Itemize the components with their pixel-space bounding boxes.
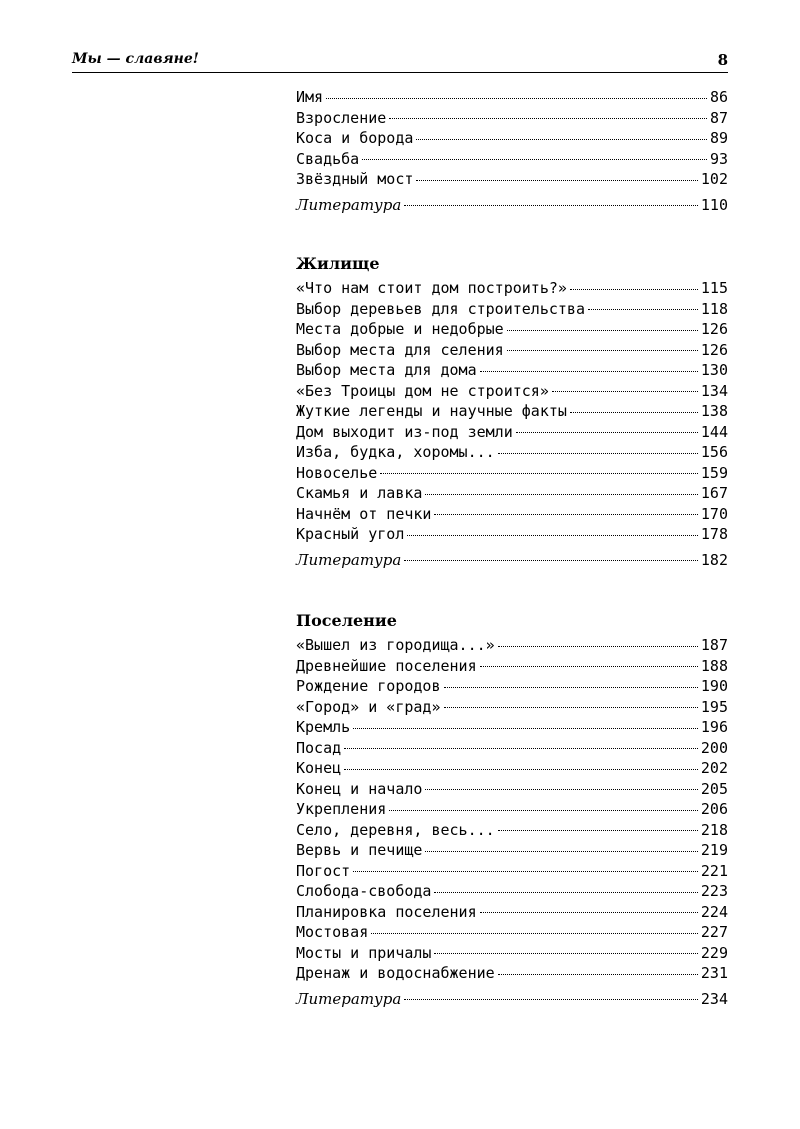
running-title: Мы — славяне! — [72, 51, 199, 67]
toc-entry[interactable] — [296, 524, 728, 545]
leader-dots — [498, 645, 698, 647]
toc-entry[interactable] — [296, 758, 728, 779]
leader-dots — [516, 431, 698, 433]
toc-entry[interactable] — [296, 799, 728, 820]
toc-entry[interactable] — [296, 881, 728, 902]
toc-entry-page: 126 — [700, 320, 728, 338]
toc-entry[interactable] — [296, 697, 728, 718]
toc-entry[interactable] — [296, 340, 728, 361]
toc-entry[interactable] — [296, 861, 728, 882]
toc-entry-label: Взросление — [296, 108, 387, 127]
leader-dots — [380, 472, 698, 474]
leader-dots — [507, 349, 698, 351]
toc-entry-label: «Город» и «град» — [296, 697, 441, 716]
toc-entry[interactable] — [296, 717, 728, 738]
leader-dots — [570, 411, 698, 413]
leader-dots — [434, 891, 697, 893]
toc-entry-label: Древнейшие поселения — [296, 656, 477, 675]
leader-dots — [326, 97, 707, 99]
toc-entry-label: Село, деревня, весь... — [296, 820, 495, 839]
toc-entry-label: Выбор деревьев для строительства — [296, 299, 585, 318]
leader-dots — [434, 952, 697, 954]
toc-entry[interactable] — [296, 820, 728, 841]
leader-dots — [480, 665, 698, 667]
toc-entry-label: Литература — [296, 550, 402, 569]
toc-entry-label: Красный угол — [296, 525, 405, 543]
toc-entry[interactable] — [296, 278, 728, 299]
toc-entry-page: 93 — [709, 149, 728, 168]
toc-entry-page: 102 — [700, 170, 728, 188]
toc-block-1 — [296, 87, 728, 215]
leader-dots — [344, 747, 698, 749]
toc-entry-label: Укрепления — [296, 800, 387, 818]
toc-entry[interactable] — [296, 149, 728, 170]
leader-dots — [570, 288, 698, 290]
leader-dots — [480, 370, 698, 372]
toc-entry-page: 205 — [700, 779, 728, 798]
section-title: Жилище — [296, 254, 380, 273]
leader-dots — [552, 390, 698, 392]
toc-entry[interactable] — [296, 779, 728, 800]
leader-dots — [353, 870, 698, 872]
toc-entry-page: 130 — [700, 361, 728, 379]
toc-literature-entry[interactable] — [296, 989, 728, 1010]
toc-entry-page: 234 — [700, 989, 728, 1008]
toc-entry-page: 115 — [700, 279, 728, 297]
leader-dots — [444, 686, 698, 688]
toc-entry-page: 224 — [700, 902, 728, 921]
toc-entry[interactable] — [296, 902, 728, 923]
toc-entry[interactable] — [296, 87, 728, 108]
leader-dots — [425, 493, 697, 495]
toc-entry-label: Конец — [296, 759, 342, 777]
toc-entry[interactable] — [296, 128, 728, 149]
leader-dots — [362, 158, 707, 160]
leader-dots — [498, 452, 698, 454]
toc-section-settlement — [296, 607, 728, 1009]
toc-entry-label: Новоселье — [296, 463, 378, 482]
toc-entry-label: Места добрые и недобрые — [296, 320, 504, 338]
leader-dots — [389, 117, 707, 119]
toc-entry-page: 200 — [700, 738, 728, 757]
toc-entry[interactable] — [296, 360, 728, 381]
toc-entry[interactable] — [296, 483, 728, 504]
toc-entry[interactable] — [296, 656, 728, 677]
toc-entry[interactable] — [296, 422, 728, 443]
toc-entry-label: Литература — [296, 989, 402, 1008]
toc-entry-label: Погост — [296, 861, 351, 880]
toc-entry-label: Посад — [296, 738, 342, 757]
toc-entry-label: Коса и борода — [296, 129, 414, 147]
toc-entry-page: 134 — [700, 381, 728, 400]
toc-entry[interactable] — [296, 922, 728, 943]
toc-entry[interactable] — [296, 381, 728, 402]
toc-entry-page: 229 — [700, 943, 728, 962]
toc-entry-page: 223 — [700, 882, 728, 900]
toc-entry-label: Планировка поселения — [296, 902, 477, 921]
toc-entry-page: 144 — [700, 422, 728, 441]
toc-entry-page: 218 — [700, 820, 728, 839]
toc-entry-label: Жуткие легенды и научные факты — [296, 402, 567, 420]
toc-entry-page: 126 — [700, 340, 728, 359]
toc-entry[interactable] — [296, 463, 728, 484]
toc-entry-page: 86 — [709, 88, 728, 106]
toc-entry-label: Изба, будка, хоромы... — [296, 443, 495, 461]
toc-entry-page: 227 — [700, 923, 728, 941]
toc-literature-entry[interactable] — [296, 195, 728, 216]
toc-entry-page: 87 — [709, 108, 728, 127]
toc-entry-page: 196 — [700, 718, 728, 736]
toc-entry-label: Имя — [296, 88, 324, 106]
toc-entry[interactable] — [296, 299, 728, 320]
toc-entry-label: «Вышел из городища...» — [296, 636, 495, 654]
toc-entry-label: Выбор места для дома — [296, 361, 477, 379]
toc-entry-label: Мостовая — [296, 923, 369, 941]
toc-entry-label: Конец и начало — [296, 779, 423, 798]
leader-dots — [371, 932, 698, 934]
toc-entry-label: Свадьба — [296, 149, 360, 168]
toc-entry-page: 110 — [700, 195, 728, 214]
toc-entry[interactable] — [296, 442, 728, 463]
leader-dots — [344, 768, 698, 770]
toc-literature-entry[interactable] — [296, 550, 728, 571]
toc-entry[interactable] — [296, 319, 728, 340]
toc-entry-page: 156 — [700, 443, 728, 461]
running-header — [72, 50, 728, 73]
toc-entry-page: 167 — [700, 484, 728, 502]
leader-dots — [404, 204, 698, 206]
toc-entry-page: 221 — [700, 861, 728, 880]
toc-entry-page: 206 — [700, 800, 728, 818]
leader-dots — [425, 788, 697, 790]
leader-dots — [353, 727, 698, 729]
leader-dots — [434, 513, 697, 515]
toc-entry-page: 89 — [709, 129, 728, 147]
toc-entry-page: 190 — [700, 677, 728, 695]
toc-entry-label: Дренаж и водоснабжение — [296, 964, 495, 982]
toc-entry-page: 118 — [700, 299, 728, 318]
toc-entry-page: 187 — [700, 636, 728, 654]
toc-entry-label: Дом выходит из-под земли — [296, 422, 513, 441]
toc-entry[interactable] — [296, 963, 728, 984]
toc-entry-label: «Что нам стоит дом построить?» — [296, 279, 567, 297]
leader-dots — [389, 809, 698, 811]
toc-entry[interactable] — [296, 840, 728, 861]
leader-dots — [407, 534, 698, 536]
page-number: 8 — [717, 51, 728, 69]
leader-dots — [444, 706, 698, 708]
toc-entry-page: 178 — [700, 525, 728, 543]
toc-entry[interactable] — [296, 738, 728, 759]
section-title: Поселение — [296, 611, 397, 630]
toc-entry-page: 170 — [700, 504, 728, 523]
toc-entry-label: Слобода-свобода — [296, 882, 432, 900]
toc-entry-page: 195 — [700, 697, 728, 716]
toc-entry-label: Скамья и лавка — [296, 484, 423, 502]
leader-dots — [416, 179, 698, 181]
toc-entry-label: «Без Троицы дом не строится» — [296, 381, 549, 400]
toc-entry-page: 202 — [700, 759, 728, 777]
leader-dots — [588, 308, 698, 310]
toc-entry-label: Звёздный мост — [296, 170, 414, 188]
toc-entry-page: 138 — [700, 402, 728, 420]
toc-entry-page: 188 — [700, 656, 728, 675]
leader-dots — [404, 998, 698, 1000]
toc-entry-page: 182 — [700, 550, 728, 569]
leader-dots — [498, 973, 698, 975]
toc-entry[interactable] — [296, 108, 728, 129]
toc-entry[interactable] — [296, 169, 728, 190]
toc-entry-label: Вервь и печище — [296, 841, 423, 859]
toc-entry-label: Мосты и причалы — [296, 943, 432, 962]
toc-entry-page: 159 — [700, 463, 728, 482]
toc-entry-label: Выбор места для селения — [296, 340, 504, 359]
toc-entry[interactable] — [296, 943, 728, 964]
toc-entry[interactable] — [296, 504, 728, 525]
toc-entry-label: Рождение городов — [296, 677, 441, 695]
toc-entry-label: Литература — [296, 195, 402, 214]
leader-dots — [498, 829, 698, 831]
toc-entry[interactable] — [296, 676, 728, 697]
toc-section-dwelling — [296, 250, 728, 570]
leader-dots — [416, 138, 707, 140]
leader-dots — [480, 911, 698, 913]
toc-entry-page: 231 — [700, 964, 728, 982]
leader-dots — [425, 850, 697, 852]
toc-entry-label: Начнём от печки — [296, 504, 432, 523]
leader-dots — [404, 559, 698, 561]
toc-entry[interactable] — [296, 401, 728, 422]
leader-dots — [507, 329, 698, 331]
toc-entry-label: Кремль — [296, 718, 351, 736]
toc-entry-page: 219 — [700, 841, 728, 859]
toc-entry[interactable] — [296, 635, 728, 656]
